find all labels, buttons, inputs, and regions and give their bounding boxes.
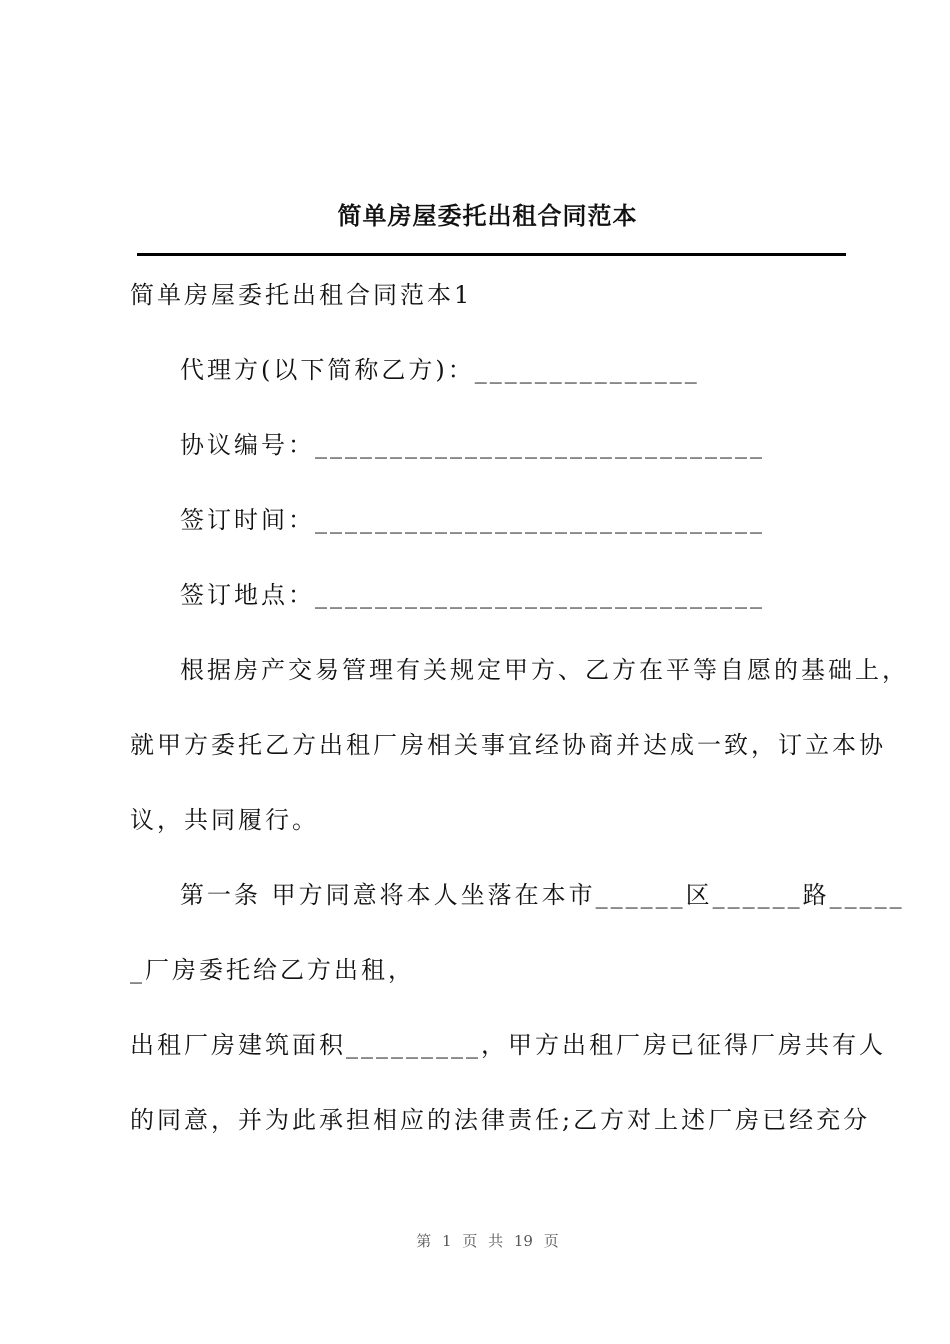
paragraph-line: 根据房产交易管理有关规定甲方、乙方在平等自愿的基础上， [180, 656, 909, 684]
article-one-line: _厂房委托给乙方出租， [130, 956, 415, 984]
title-underline [137, 253, 846, 256]
agreement-number-field: 协议编号：______________________________ [180, 431, 765, 459]
signing-date-field: 签订时间：______________________________ [180, 506, 765, 534]
signing-place-field: 签订地点：______________________________ [180, 581, 765, 609]
agent-party-field: 代理方(以下简称乙方)：_______________ [180, 356, 700, 384]
section-heading: 简单房屋委托出租合同范本1 [130, 281, 473, 309]
paragraph-line: 就甲方委托乙方出租厂房相关事宜经协商并达成一致，订立本协 [130, 731, 886, 759]
paragraph-line: 议，共同履行。 [130, 806, 319, 834]
page-footer: 第 1 页 共 19 页 [416, 1232, 559, 1250]
article-one-line: 第一条 甲方同意将本人坐落在本市______区______路_____ [180, 881, 905, 909]
paragraph-line: 出租厂房建筑面积_________，甲方出租厂房已征得厂房共有人 [130, 1031, 886, 1059]
paragraph-line: 的同意，并为此承担相应的法律责任;乙方对上述厂房已经充分 [130, 1106, 871, 1134]
document-title: 简单房屋委托出租合同范本 [337, 202, 638, 230]
